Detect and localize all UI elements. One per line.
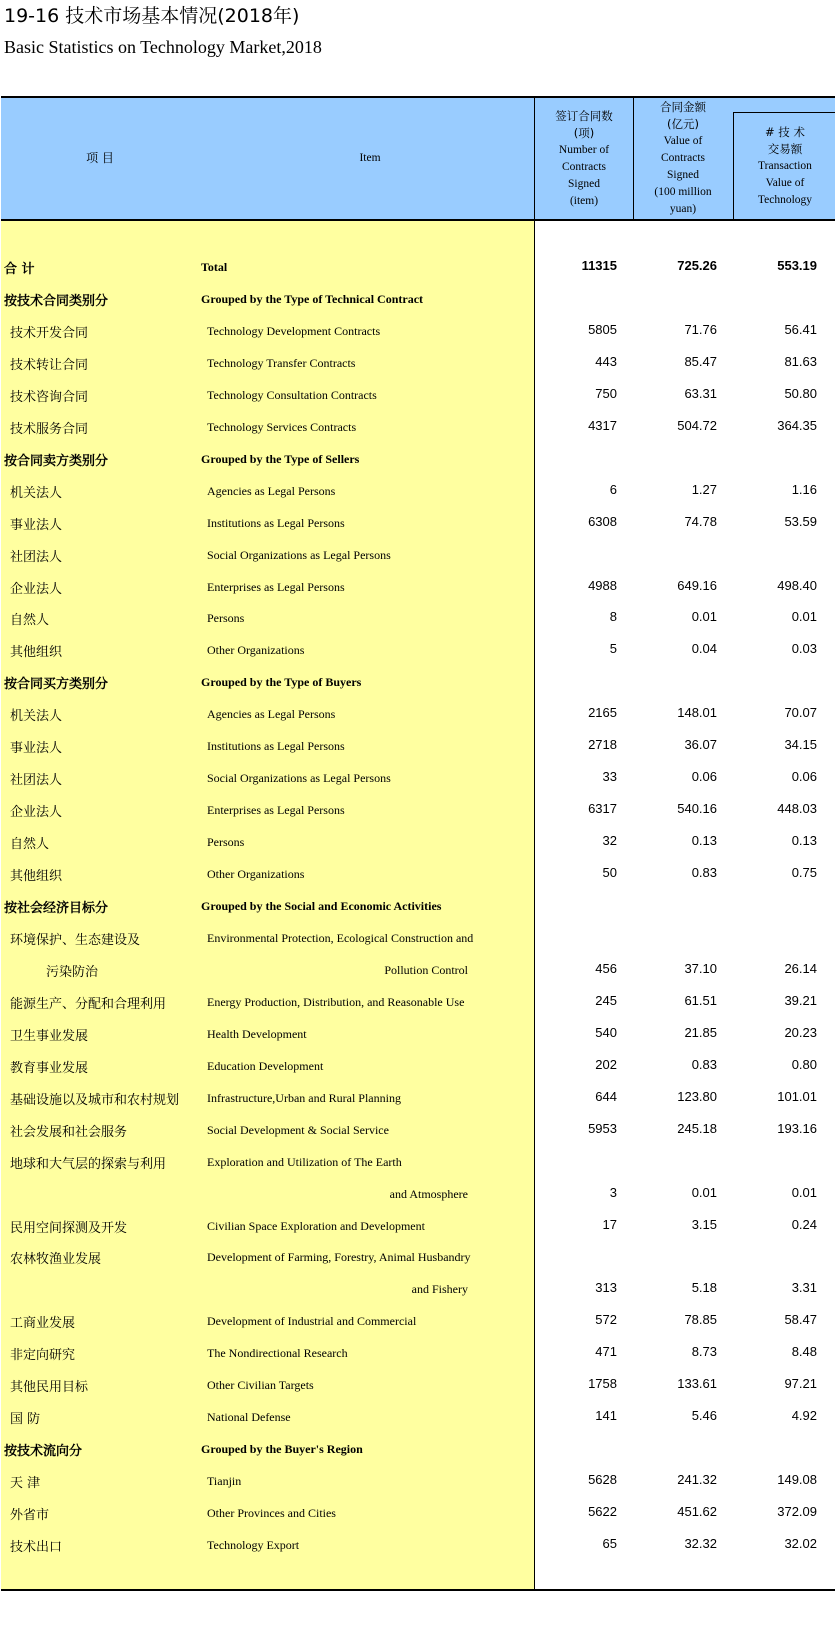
item-cn: 企业法人 — [10, 805, 63, 821]
item-en: Health Development — [207, 1026, 307, 1041]
contract-value: 32.32 — [684, 1536, 717, 1551]
contracts-signed-value: 5805 — [588, 321, 617, 337]
item-cn: 非定向研究 — [10, 1348, 76, 1364]
item-cn: 按合同卖方类别分 — [4, 453, 109, 469]
technology-transaction-value: 97.21 — [784, 1376, 817, 1392]
item-en: Pollution Control — [384, 962, 468, 977]
technology-transaction-value: 0.75 — [791, 865, 817, 881]
contracts-signed-value: 32 — [602, 833, 617, 849]
header-line: (100 million — [654, 186, 712, 198]
item-en: Other Organizations — [207, 643, 305, 658]
contracts-signed-value: 5953 — [588, 1120, 617, 1136]
table-row — [0, 1114, 838, 1146]
technology-transaction-value: 364.35 — [777, 417, 817, 433]
table-row — [0, 379, 838, 411]
technology-transaction-value: 0.03 — [791, 641, 817, 657]
technology-transaction-value: 498.40 — [777, 577, 817, 593]
contract-value: 21.85 — [684, 1024, 717, 1040]
contract-value: 540.16 — [677, 801, 717, 817]
item-en: Grouped by the Social and Economic Activities — [201, 899, 442, 913]
contract-value: 0.83 — [691, 1056, 717, 1072]
header-item-cn: 项 目 — [86, 151, 114, 165]
table-title-en: Basic Statistics on Technology Market,2018 — [4, 37, 322, 57]
item-cn: 技术咨询合同 — [10, 389, 89, 405]
contract-value: 0.01 — [691, 1184, 717, 1200]
table-title-cn: 19-16 技术市场基本情况(2018年) — [4, 5, 300, 27]
item-en: Development of Farming, Forestry, Animal Husbandry — [207, 1250, 471, 1265]
contracts-signed-value: 456 — [595, 960, 617, 976]
contract-value: 0.13 — [691, 833, 717, 849]
header-technology-transaction — [735, 124, 835, 209]
item-en: Infrastructure,Urban and Rural Planning — [207, 1090, 401, 1105]
table-row — [0, 1082, 838, 1114]
contracts-signed-value: 2718 — [588, 737, 617, 753]
table-row — [0, 730, 838, 762]
contract-value: 451.62 — [677, 1504, 717, 1520]
table-row — [0, 1210, 838, 1242]
header-subgroup-line — [733, 112, 835, 113]
table-row — [0, 826, 838, 858]
contract-value: 8.73 — [691, 1344, 717, 1360]
table-row — [0, 954, 838, 986]
contract-value: 0.04 — [691, 641, 717, 657]
contract-value: 3.15 — [691, 1216, 717, 1232]
header-line: (亿元) — [667, 117, 699, 131]
contract-value: 1.27 — [691, 481, 717, 497]
header-line: (项) — [573, 126, 595, 140]
item-en: The Nondirectional Research — [207, 1346, 348, 1361]
item-en: Persons — [207, 611, 245, 626]
table-row — [0, 1465, 838, 1497]
item-cn: 社团法人 — [10, 549, 63, 565]
item-cn: 按合同买方类别分 — [4, 677, 109, 693]
item-cn: 自然人 — [10, 837, 50, 853]
contract-value: 5.46 — [691, 1408, 717, 1424]
technology-transaction-value: 448.03 — [777, 801, 817, 817]
item-en: Technology Development Contracts — [207, 323, 381, 338]
header-line: Signed — [568, 178, 600, 190]
technology-transaction-value: 26.14 — [784, 960, 817, 976]
contract-value: 71.76 — [684, 321, 717, 337]
technology-transaction-value: 58.47 — [784, 1312, 817, 1328]
item-en: Development of Industrial and Commercial — [207, 1314, 417, 1329]
item-cn: 外省市 — [10, 1508, 50, 1524]
item-cn: 按技术流向分 — [4, 1444, 83, 1460]
item-en: Enterprises as Legal Persons — [207, 579, 345, 594]
item-cn: 民用空间探测及开发 — [10, 1220, 128, 1236]
header-divider-2 — [733, 112, 734, 220]
table-group-row — [0, 666, 838, 698]
item-cn: 社团法人 — [10, 773, 63, 789]
table-row — [0, 315, 838, 347]
table-group-row — [0, 443, 838, 475]
item-en: Enterprises as Legal Persons — [207, 803, 345, 818]
contract-value: 78.85 — [684, 1312, 717, 1328]
technology-transaction-value: 53.59 — [784, 513, 817, 529]
contracts-signed-value: 33 — [602, 769, 617, 785]
table-group-row — [0, 283, 838, 315]
contracts-signed-value: 5628 — [588, 1472, 617, 1488]
table-row — [0, 1401, 838, 1433]
technology-transaction-value: 50.80 — [784, 385, 817, 401]
table-row — [0, 1337, 838, 1369]
header-divider-1 — [633, 98, 634, 220]
contracts-signed-value: 4317 — [588, 417, 617, 433]
technology-transaction-value: 193.16 — [777, 1120, 817, 1136]
item-cn: 地球和大气层的探索与利用 — [10, 1156, 167, 1172]
contracts-signed-value: 750 — [595, 385, 617, 401]
item-en: Social Development & Social Service — [207, 1122, 389, 1137]
bottom-border — [1, 1589, 835, 1591]
header-contract-value — [635, 99, 731, 218]
item-cn: 环境保护、生态建设及 — [10, 932, 141, 948]
item-cn: 技术出口 — [10, 1540, 63, 1555]
table-row — [0, 507, 838, 539]
item-cn: 教育事业发展 — [10, 1060, 89, 1076]
header-line: 合同金额 — [660, 100, 706, 114]
item-en: Agencies as Legal Persons — [207, 707, 336, 722]
table-row — [0, 1018, 838, 1050]
contracts-signed-value: 644 — [595, 1088, 617, 1104]
table-row — [0, 858, 838, 890]
item-cn: 其他民用目标 — [10, 1380, 89, 1396]
header-bottom-border — [1, 219, 835, 221]
table-row — [0, 1497, 838, 1529]
contract-value: 85.47 — [684, 353, 717, 369]
table-row — [0, 347, 838, 379]
item-en: Tianjin — [207, 1474, 242, 1489]
contracts-signed-value: 443 — [595, 353, 617, 369]
contracts-signed-value: 1758 — [588, 1376, 617, 1392]
technology-transaction-value: 0.01 — [791, 609, 817, 625]
contracts-signed-value: 245 — [595, 992, 617, 1008]
technology-transaction-value: 101.01 — [777, 1088, 817, 1104]
table-row — [0, 475, 838, 507]
header-line: Number of — [558, 144, 610, 156]
contract-value: 123.80 — [677, 1088, 717, 1104]
item-en: Education Development — [207, 1058, 324, 1073]
item-cn: 社会发展和社会服务 — [10, 1124, 128, 1140]
contract-value: 61.51 — [684, 992, 717, 1008]
table-row — [0, 539, 838, 571]
contract-value: 63.31 — [684, 385, 717, 401]
item-en: Institutions as Legal Persons — [207, 515, 345, 530]
contract-value: 37.10 — [684, 960, 717, 976]
contracts-signed-value: 313 — [595, 1280, 617, 1296]
header-line: Signed — [667, 169, 699, 181]
item-cn: 企业法人 — [10, 581, 63, 597]
header-line: 签订合同数 — [555, 109, 613, 123]
table-row — [0, 1273, 838, 1305]
contract-value: 504.72 — [677, 417, 717, 433]
contract-value: 148.01 — [677, 705, 717, 721]
table-row — [0, 634, 838, 666]
table-row — [0, 1178, 838, 1210]
header-line: (item) — [569, 195, 599, 207]
contracts-signed-value: 50 — [602, 865, 617, 881]
contracts-signed-value: 6317 — [588, 801, 617, 817]
technology-transaction-value: 0.24 — [791, 1216, 817, 1232]
contract-value: 36.07 — [684, 737, 717, 753]
header-line: Value of — [765, 177, 805, 189]
item-en: Technology Transfer Contracts — [207, 355, 356, 370]
item-cn: 合 计 — [4, 262, 35, 277]
table-row — [0, 986, 838, 1018]
contracts-signed-value: 6 — [609, 481, 617, 497]
item-en: and Atmosphere — [389, 1186, 468, 1201]
header-line: 交易额 — [767, 142, 803, 156]
item-en: Social Organizations as Legal Persons — [207, 547, 391, 562]
header-line: Contracts — [660, 152, 706, 164]
table-row — [0, 1369, 838, 1401]
technology-transaction-value: 0.13 — [791, 833, 817, 849]
contracts-signed-value: 572 — [595, 1312, 617, 1328]
contract-value: 74.78 — [684, 513, 717, 529]
item-cn: 自然人 — [10, 613, 50, 629]
table-row — [0, 1050, 838, 1082]
contracts-signed-value: 17 — [602, 1216, 617, 1232]
header-item-en: Item — [359, 152, 381, 164]
table-row — [0, 411, 838, 443]
item-cn: 农林牧渔业发展 — [10, 1252, 102, 1268]
item-cn: 机关法人 — [10, 709, 63, 725]
technology-transaction-value: 81.63 — [784, 353, 817, 369]
table-group-row — [0, 890, 838, 922]
item-cn: 卫生事业发展 — [10, 1028, 89, 1044]
item-en: Grouped by the Type of Buyers — [201, 675, 362, 690]
item-cn: 按社会经济目标分 — [4, 901, 109, 916]
item-en: Total — [201, 260, 228, 274]
contract-value: 725.26 — [677, 258, 717, 273]
technology-transaction-value: 34.15 — [784, 737, 817, 753]
table-row — [0, 794, 838, 826]
contracts-signed-value: 3 — [609, 1184, 617, 1200]
header-line: Contracts — [561, 161, 607, 173]
technology-transaction-value: 0.01 — [791, 1184, 817, 1200]
contract-value: 133.61 — [677, 1376, 717, 1392]
item-cn: 技术开发合同 — [10, 325, 89, 341]
technology-transaction-value: 372.09 — [777, 1504, 817, 1520]
contract-value: 0.83 — [691, 865, 717, 881]
technology-transaction-value: 39.21 — [784, 992, 817, 1008]
contracts-signed-value: 141 — [595, 1408, 617, 1424]
item-en: Institutions as Legal Persons — [207, 739, 345, 754]
item-cn: 基础设施以及城市和农村规划 — [10, 1092, 180, 1108]
contracts-signed-value: 5 — [609, 641, 617, 657]
contract-value: 649.16 — [677, 577, 717, 593]
item-cn: 其他组织 — [10, 645, 63, 661]
item-en: Technology Consultation Contracts — [207, 387, 377, 402]
contracts-signed-value: 4988 — [588, 577, 617, 593]
item-cn: 机关法人 — [10, 485, 63, 501]
item-en: Technology Services Contracts — [207, 419, 357, 434]
header-line: # 技 术 — [765, 125, 805, 139]
technology-transaction-value: 8.48 — [791, 1344, 817, 1360]
technology-transaction-value: 3.31 — [791, 1280, 817, 1296]
item-en: Exploration and Utilization of The Earth — [207, 1154, 402, 1169]
item-cn: 天 津 — [10, 1476, 41, 1492]
technology-transaction-value: 1.16 — [791, 481, 817, 497]
technology-transaction-value: 70.07 — [784, 705, 817, 721]
table-row — [0, 1529, 838, 1561]
header-contracts-signed — [536, 108, 632, 210]
item-en: Social Organizations as Legal Persons — [207, 771, 391, 786]
item-cn: 技术转让合同 — [10, 357, 89, 373]
technology-transaction-value: 56.41 — [784, 321, 817, 337]
item-en: Civilian Space Exploration and Development — [207, 1218, 425, 1233]
item-cn: 事业法人 — [10, 741, 63, 757]
item-en: Grouped by the Type of Technical Contract — [201, 291, 424, 306]
item-en: Other Provinces and Cities — [207, 1506, 336, 1521]
contracts-signed-value: 540 — [595, 1024, 617, 1040]
item-cn: 国 防 — [10, 1412, 41, 1428]
item-en: Grouped by the Buyer's Region — [201, 1442, 363, 1457]
item-cn: 能源生产、分配和合理利用 — [10, 996, 167, 1012]
item-en: National Defense — [207, 1410, 291, 1425]
technology-transaction-value: 0.80 — [791, 1056, 817, 1072]
contracts-signed-value: 202 — [595, 1056, 617, 1072]
item-cn: 工商业发展 — [10, 1316, 76, 1332]
table-row — [0, 1241, 838, 1273]
header-line: yuan) — [669, 203, 697, 215]
header-line: Technology — [757, 194, 813, 206]
item-en: Persons — [207, 835, 245, 850]
header-line: Value of — [663, 135, 703, 147]
technology-transaction-value: 4.92 — [791, 1408, 817, 1424]
item-en: Energy Production, Distribution, and Reasonable Use — [207, 994, 465, 1009]
table-row — [0, 1146, 838, 1178]
header-line: Transaction — [758, 160, 812, 172]
contracts-signed-value: 5622 — [588, 1504, 617, 1520]
technology-transaction-value: 149.08 — [777, 1472, 817, 1488]
technology-transaction-value: 553.19 — [777, 258, 817, 273]
contracts-signed-value: 65 — [602, 1536, 617, 1551]
item-en: and Fishery — [411, 1282, 468, 1297]
contracts-signed-value: 2165 — [588, 705, 617, 721]
contract-value: 0.01 — [691, 609, 717, 625]
table-row — [0, 922, 838, 954]
contracts-signed-value: 471 — [595, 1344, 617, 1360]
table-group-row — [0, 1433, 838, 1465]
item-en: Technology Export — [207, 1538, 300, 1552]
contracts-signed-value: 11315 — [581, 258, 617, 273]
item-en: Environmental Protection, Ecological Construction and — [207, 930, 474, 945]
table-row — [0, 602, 838, 634]
item-cn: 技术服务合同 — [10, 421, 89, 437]
table-row — [0, 1305, 838, 1337]
technology-transaction-value: 0.06 — [791, 769, 817, 785]
item-cn: 其他组织 — [10, 869, 63, 885]
contract-value: 5.18 — [691, 1280, 717, 1296]
item-en: Agencies as Legal Persons — [207, 483, 336, 498]
top-border — [1, 96, 835, 98]
table-row — [0, 571, 838, 603]
item-en: Other Organizations — [207, 867, 305, 882]
item-cn: 污染防治 — [46, 964, 99, 980]
contracts-signed-value: 8 — [609, 609, 617, 625]
item-en: Other Civilian Targets — [207, 1378, 314, 1393]
contract-value: 0.06 — [691, 769, 717, 785]
technology-transaction-value: 20.23 — [784, 1024, 817, 1040]
table-row — [0, 762, 838, 794]
item-cn: 事业法人 — [10, 517, 63, 533]
contract-value: 245.18 — [677, 1120, 717, 1136]
table-group-row — [0, 251, 838, 283]
contract-value: 241.32 — [677, 1472, 717, 1488]
item-en: Grouped by the Type of Sellers — [201, 451, 360, 466]
contracts-signed-value: 6308 — [588, 513, 617, 529]
item-cn: 按技术合同类别分 — [4, 293, 109, 309]
table-row — [0, 698, 838, 730]
technology-transaction-value: 32.02 — [784, 1536, 817, 1551]
